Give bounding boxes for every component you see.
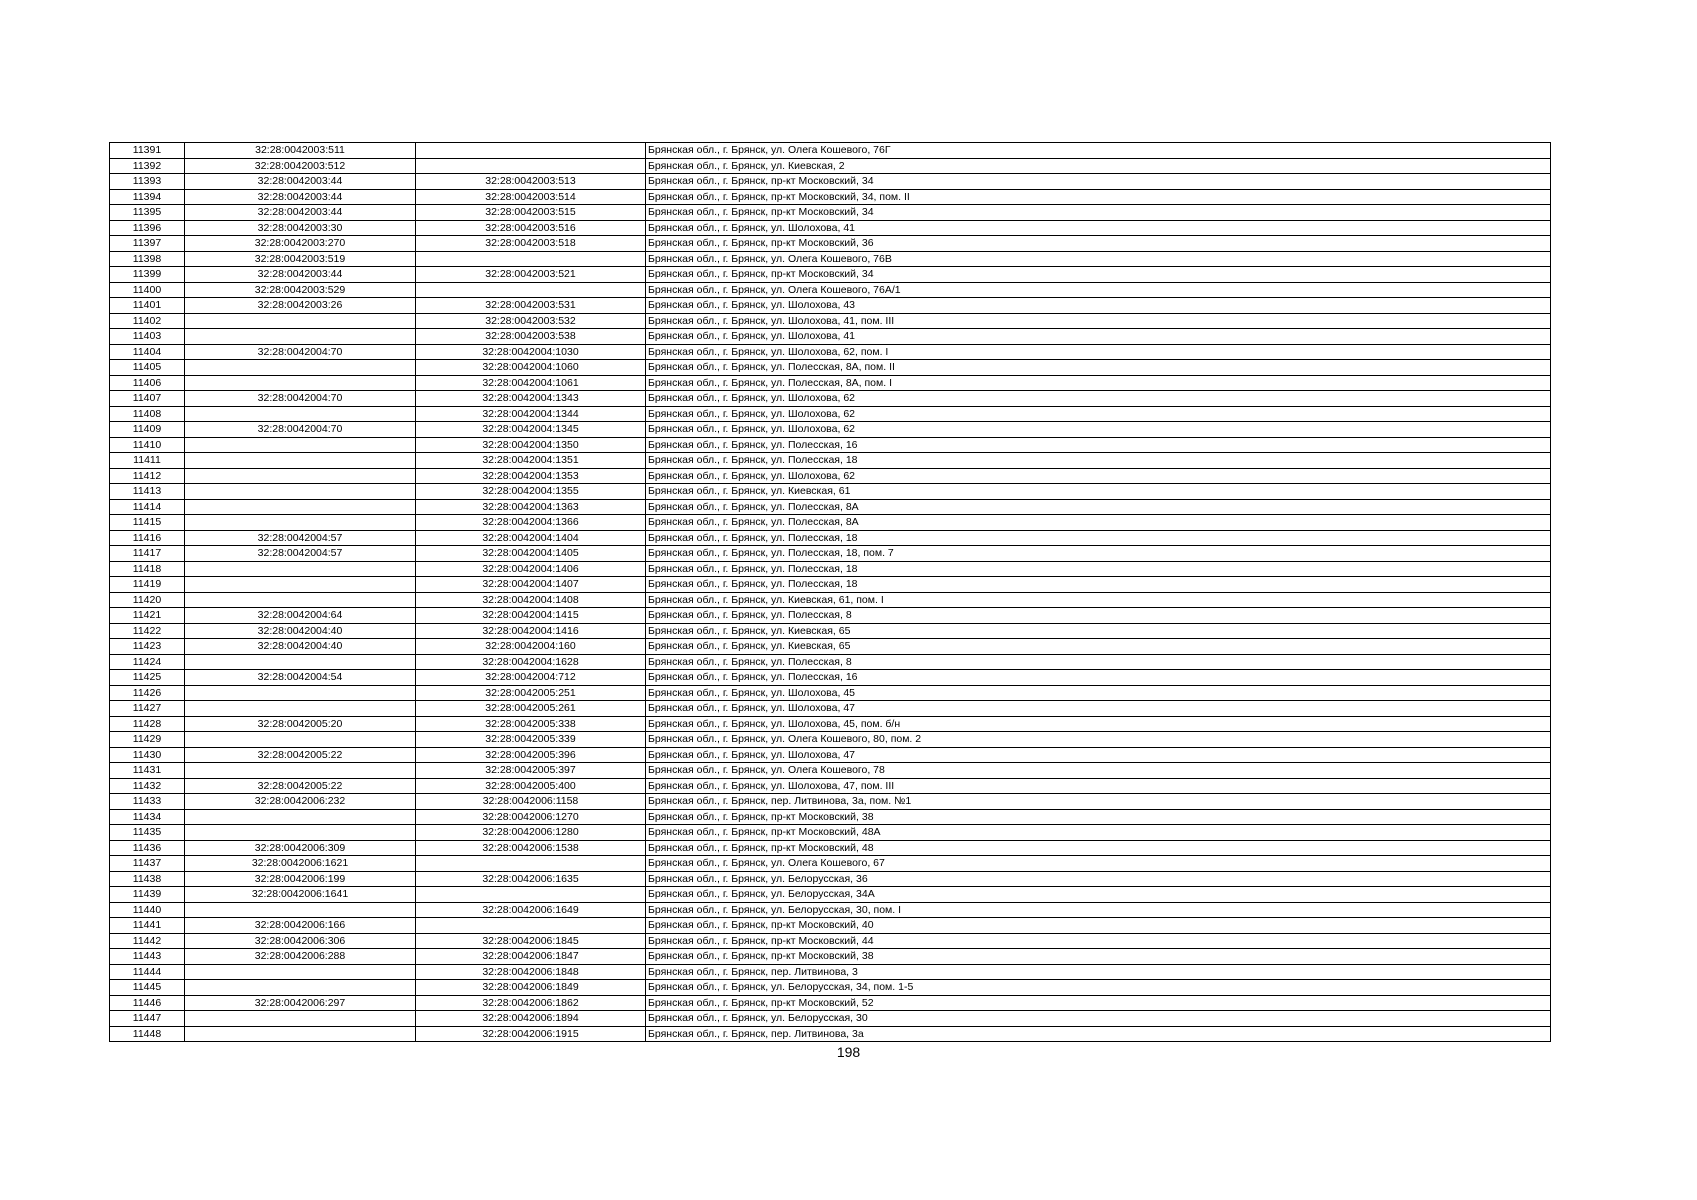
address-cell: Брянская обл., г. Брянск, ул. Шолохова, 62 <box>646 468 1551 484</box>
object-cadastral-number-cell <box>416 158 646 174</box>
land-cadastral-number-cell <box>185 592 416 608</box>
row-number-cell: 11392 <box>110 158 185 174</box>
table-row <box>110 995 1551 1011</box>
row-number-cell: 11420 <box>110 592 185 608</box>
address-cell: Брянская обл., г. Брянск, ул. Полесская, 18 <box>646 453 1551 469</box>
object-cadastral-number-cell <box>416 143 646 159</box>
table-row <box>110 809 1551 825</box>
table-row <box>110 267 1551 283</box>
table-row <box>110 329 1551 345</box>
table-row <box>110 840 1551 856</box>
table-row <box>110 639 1551 655</box>
object-cadastral-number-cell: 32:28:0042003:516 <box>416 220 646 236</box>
row-number-cell: 11399 <box>110 267 185 283</box>
row-number-cell: 11424 <box>110 654 185 670</box>
land-cadastral-number-cell: 32:28:0042004:40 <box>185 623 416 639</box>
address-cell: Брянская обл., г. Брянск, ул. Шолохова, 62 <box>646 391 1551 407</box>
land-cadastral-number-cell: 32:28:0042003:44 <box>185 189 416 205</box>
row-number-cell: 11416 <box>110 530 185 546</box>
table-row <box>110 1026 1551 1042</box>
table-row <box>110 437 1551 453</box>
row-number-cell: 11446 <box>110 995 185 1011</box>
address-cell: Брянская обл., г. Брянск, пр-кт Московский, 34, пом. II <box>646 189 1551 205</box>
object-cadastral-number-cell: 32:28:0042004:1408 <box>416 592 646 608</box>
row-number-cell: 11402 <box>110 313 185 329</box>
table-row <box>110 887 1551 903</box>
object-cadastral-number-cell: 32:28:0042004:1343 <box>416 391 646 407</box>
land-cadastral-number-cell <box>185 484 416 500</box>
object-cadastral-number-cell: 32:28:0042004:1406 <box>416 561 646 577</box>
row-number-cell: 11394 <box>110 189 185 205</box>
object-cadastral-number-cell: 32:28:0042006:1280 <box>416 825 646 841</box>
row-number-cell: 11428 <box>110 716 185 732</box>
table-row <box>110 143 1551 159</box>
object-cadastral-number-cell: 32:28:0042003:538 <box>416 329 646 345</box>
address-cell: Брянская обл., г. Брянск, пр-кт Московский, 40 <box>646 918 1551 934</box>
row-number-cell: 11395 <box>110 205 185 221</box>
row-number-cell: 11421 <box>110 608 185 624</box>
row-number-cell: 11412 <box>110 468 185 484</box>
address-cell: Брянская обл., г. Брянск, ул. Полесская, 16 <box>646 437 1551 453</box>
object-cadastral-number-cell: 32:28:0042004:1061 <box>416 375 646 391</box>
table-row <box>110 732 1551 748</box>
address-cell: Брянская обл., г. Брянск, ул. Белорусская, 36 <box>646 871 1551 887</box>
object-cadastral-number-cell: 32:28:0042004:712 <box>416 670 646 686</box>
table-row <box>110 1011 1551 1027</box>
land-cadastral-number-cell <box>185 375 416 391</box>
row-number-cell: 11391 <box>110 143 185 159</box>
row-number-cell: 11417 <box>110 546 185 562</box>
land-cadastral-number-cell <box>185 701 416 717</box>
row-number-cell: 11425 <box>110 670 185 686</box>
object-cadastral-number-cell: 32:28:0042005:400 <box>416 778 646 794</box>
address-cell: Брянская обл., г. Брянск, ул. Шолохова, 62 <box>646 406 1551 422</box>
land-cadastral-number-cell <box>185 980 416 996</box>
land-cadastral-number-cell: 32:28:0042004:70 <box>185 344 416 360</box>
row-number-cell: 11401 <box>110 298 185 314</box>
row-number-cell: 11444 <box>110 964 185 980</box>
land-cadastral-number-cell: 32:28:0042006:306 <box>185 933 416 949</box>
row-number-cell: 11393 <box>110 174 185 190</box>
table-row <box>110 515 1551 531</box>
land-cadastral-number-cell <box>185 499 416 515</box>
land-cadastral-number-cell: 32:28:0042004:70 <box>185 391 416 407</box>
address-cell: Брянская обл., г. Брянск, пр-кт Московский, 48 <box>646 840 1551 856</box>
address-cell: Брянская обл., г. Брянск, ул. Полесская, 8А, пом. II <box>646 360 1551 376</box>
row-number-cell: 11397 <box>110 236 185 252</box>
object-cadastral-number-cell: 32:28:0042003:514 <box>416 189 646 205</box>
row-number-cell: 11431 <box>110 763 185 779</box>
table-row <box>110 670 1551 686</box>
address-cell: Брянская обл., г. Брянск, ул. Шолохова, 45, пом. б/н <box>646 716 1551 732</box>
address-cell: Брянская обл., г. Брянск, ул. Киевская, 65 <box>646 639 1551 655</box>
row-number-cell: 11406 <box>110 375 185 391</box>
table-row <box>110 716 1551 732</box>
address-cell: Брянская обл., г. Брянск, ул. Олега Кошевого, 67 <box>646 856 1551 872</box>
address-cell: Брянская обл., г. Брянск, ул. Полесская, 8А <box>646 515 1551 531</box>
table-row <box>110 298 1551 314</box>
land-cadastral-number-cell: 32:28:0042003:529 <box>185 282 416 298</box>
land-cadastral-number-cell <box>185 902 416 918</box>
address-cell: Брянская обл., г. Брянск, ул. Шолохова, 41 <box>646 220 1551 236</box>
object-cadastral-number-cell: 32:28:0042004:1416 <box>416 623 646 639</box>
row-number-cell: 11423 <box>110 639 185 655</box>
land-cadastral-number-cell <box>185 329 416 345</box>
address-cell: Брянская обл., г. Брянск, ул. Шолохова, 47, пом. III <box>646 778 1551 794</box>
table-row <box>110 763 1551 779</box>
row-number-cell: 11426 <box>110 685 185 701</box>
row-number-cell: 11405 <box>110 360 185 376</box>
land-cadastral-number-cell: 32:28:0042003:30 <box>185 220 416 236</box>
land-cadastral-number-cell: 32:28:0042006:309 <box>185 840 416 856</box>
row-number-cell: 11436 <box>110 840 185 856</box>
object-cadastral-number-cell: 32:28:0042003:532 <box>416 313 646 329</box>
land-cadastral-number-cell <box>185 360 416 376</box>
address-cell: Брянская обл., г. Брянск, ул. Полесская, 18 <box>646 577 1551 593</box>
table-row <box>110 282 1551 298</box>
land-cadastral-number-cell: 32:28:0042006:232 <box>185 794 416 810</box>
land-cadastral-number-cell: 32:28:0042003:26 <box>185 298 416 314</box>
row-number-cell: 11409 <box>110 422 185 438</box>
row-number-cell: 11404 <box>110 344 185 360</box>
table-row <box>110 360 1551 376</box>
land-cadastral-number-cell: 32:28:0042004:40 <box>185 639 416 655</box>
land-cadastral-number-cell <box>185 313 416 329</box>
row-number-cell: 11441 <box>110 918 185 934</box>
object-cadastral-number-cell: 32:28:0042005:339 <box>416 732 646 748</box>
address-cell: Брянская обл., г. Брянск, ул. Шолохова, 47 <box>646 701 1551 717</box>
object-cadastral-number-cell: 32:28:0042004:1344 <box>416 406 646 422</box>
land-cadastral-number-cell: 32:28:0042004:57 <box>185 546 416 562</box>
address-cell: Брянская обл., г. Брянск, пр-кт Московский, 34 <box>646 267 1551 283</box>
table-row <box>110 701 1551 717</box>
row-number-cell: 11411 <box>110 453 185 469</box>
land-cadastral-number-cell: 32:28:0042003:270 <box>185 236 416 252</box>
object-cadastral-number-cell: 32:28:0042004:1345 <box>416 422 646 438</box>
row-number-cell: 11422 <box>110 623 185 639</box>
object-cadastral-number-cell <box>416 887 646 903</box>
row-number-cell: 11437 <box>110 856 185 872</box>
row-number-cell: 11445 <box>110 980 185 996</box>
land-cadastral-number-cell: 32:28:0042005:22 <box>185 778 416 794</box>
row-number-cell: 11398 <box>110 251 185 267</box>
table-row <box>110 623 1551 639</box>
land-cadastral-number-cell: 32:28:0042006:1621 <box>185 856 416 872</box>
address-cell: Брянская обл., г. Брянск, ул. Полесская, 8 <box>646 608 1551 624</box>
object-cadastral-number-cell: 32:28:0042004:1363 <box>416 499 646 515</box>
row-number-cell: 11415 <box>110 515 185 531</box>
table-row <box>110 825 1551 841</box>
table-row <box>110 949 1551 965</box>
table-row <box>110 778 1551 794</box>
table-row <box>110 685 1551 701</box>
object-cadastral-number-cell: 32:28:0042006:1848 <box>416 964 646 980</box>
row-number-cell: 11435 <box>110 825 185 841</box>
table-row <box>110 236 1551 252</box>
land-cadastral-number-cell <box>185 468 416 484</box>
land-cadastral-number-cell <box>185 825 416 841</box>
object-cadastral-number-cell: 32:28:0042004:1355 <box>416 484 646 500</box>
address-cell: Брянская обл., г. Брянск, пр-кт Московский, 34 <box>646 174 1551 190</box>
table-row <box>110 794 1551 810</box>
object-cadastral-number-cell: 32:28:0042003:513 <box>416 174 646 190</box>
address-cell: Брянская обл., г. Брянск, ул. Белорусская, 30, пом. I <box>646 902 1551 918</box>
table-row <box>110 406 1551 422</box>
land-cadastral-number-cell <box>185 515 416 531</box>
land-cadastral-number-cell: 32:28:0042004:54 <box>185 670 416 686</box>
land-cadastral-number-cell <box>185 763 416 779</box>
row-number-cell: 11443 <box>110 949 185 965</box>
address-cell: Брянская обл., г. Брянск, пр-кт Московский, 34 <box>646 205 1551 221</box>
table-row <box>110 902 1551 918</box>
address-cell: Брянская обл., г. Брянск, ул. Олега Кошевого, 76Г <box>646 143 1551 159</box>
object-cadastral-number-cell: 32:28:0042006:1635 <box>416 871 646 887</box>
land-cadastral-number-cell <box>185 437 416 453</box>
land-cadastral-number-cell <box>185 406 416 422</box>
table-row <box>110 747 1551 763</box>
land-cadastral-number-cell: 32:28:0042003:512 <box>185 158 416 174</box>
address-cell: Брянская обл., г. Брянск, ул. Полесская, 16 <box>646 670 1551 686</box>
object-cadastral-number-cell: 32:28:0042004:1405 <box>416 546 646 562</box>
address-cell: Брянская обл., г. Брянск, пр-кт Московский, 38 <box>646 949 1551 965</box>
row-number-cell: 11433 <box>110 794 185 810</box>
address-cell: Брянская обл., г. Брянск, ул. Полесская, 18 <box>646 530 1551 546</box>
address-cell: Брянская обл., г. Брянск, ул. Шолохова, 43 <box>646 298 1551 314</box>
table-row <box>110 468 1551 484</box>
object-cadastral-number-cell: 32:28:0042005:261 <box>416 701 646 717</box>
land-cadastral-number-cell <box>185 964 416 980</box>
row-number-cell: 11407 <box>110 391 185 407</box>
land-cadastral-number-cell <box>185 561 416 577</box>
land-cadastral-number-cell: 32:28:0042003:511 <box>185 143 416 159</box>
address-cell: Брянская обл., г. Брянск, ул. Киевская, 61, пом. I <box>646 592 1551 608</box>
address-cell: Брянская обл., г. Брянск, ул. Киевская, 61 <box>646 484 1551 500</box>
object-cadastral-number-cell: 32:28:0042004:1351 <box>416 453 646 469</box>
object-cadastral-number-cell: 32:28:0042006:1538 <box>416 840 646 856</box>
address-cell: Брянская обл., г. Брянск, пр-кт Московский, 48А <box>646 825 1551 841</box>
address-cell: Брянская обл., г. Брянск, ул. Шолохова, 62, пом. I <box>646 344 1551 360</box>
address-cell: Брянская обл., г. Брянск, пр-кт Московский, 38 <box>646 809 1551 825</box>
object-cadastral-number-cell: 32:28:0042005:396 <box>416 747 646 763</box>
table-row <box>110 980 1551 996</box>
object-cadastral-number-cell: 32:28:0042003:518 <box>416 236 646 252</box>
table-row <box>110 344 1551 360</box>
object-cadastral-number-cell: 32:28:0042006:1849 <box>416 980 646 996</box>
object-cadastral-number-cell: 32:28:0042004:1060 <box>416 360 646 376</box>
object-cadastral-number-cell: 32:28:0042005:338 <box>416 716 646 732</box>
table-row <box>110 577 1551 593</box>
land-cadastral-number-cell <box>185 453 416 469</box>
land-cadastral-number-cell <box>185 577 416 593</box>
address-cell: Брянская обл., г. Брянск, ул. Киевская, 65 <box>646 623 1551 639</box>
object-cadastral-number-cell: 32:28:0042006:1894 <box>416 1011 646 1027</box>
row-number-cell: 11432 <box>110 778 185 794</box>
row-number-cell: 11448 <box>110 1026 185 1042</box>
address-cell: Брянская обл., г. Брянск, ул. Олега Кошевого, 78 <box>646 763 1551 779</box>
address-cell: Брянская обл., г. Брянск, ул. Полесская, 8 <box>646 654 1551 670</box>
row-number-cell: 11403 <box>110 329 185 345</box>
address-cell: Брянская обл., г. Брянск, ул. Олега Кошевого, 76В <box>646 251 1551 267</box>
land-cadastral-number-cell: 32:28:0042003:44 <box>185 205 416 221</box>
object-cadastral-number-cell: 32:28:0042004:1407 <box>416 577 646 593</box>
address-cell: Брянская обл., г. Брянск, ул. Полесская, 18, пом. 7 <box>646 546 1551 562</box>
land-cadastral-number-cell: 32:28:0042006:288 <box>185 949 416 965</box>
row-number-cell: 11427 <box>110 701 185 717</box>
address-cell: Брянская обл., г. Брянск, ул. Олега Кошевого, 80, пом. 2 <box>646 732 1551 748</box>
row-number-cell: 11418 <box>110 561 185 577</box>
land-cadastral-number-cell <box>185 685 416 701</box>
address-cell: Брянская обл., г. Брянск, ул. Шолохова, 47 <box>646 747 1551 763</box>
address-cell: Брянская обл., г. Брянск, пр-кт Московский, 36 <box>646 236 1551 252</box>
table-row <box>110 453 1551 469</box>
address-cell: Брянская обл., г. Брянск, ул. Полесская, 18 <box>646 561 1551 577</box>
land-cadastral-number-cell: 32:28:0042006:297 <box>185 995 416 1011</box>
address-cell: Брянская обл., г. Брянск, ул. Белорусская, 34, пом. 1-5 <box>646 980 1551 996</box>
table-row <box>110 391 1551 407</box>
address-cell: Брянская обл., г. Брянск, пр-кт Московский, 52 <box>646 995 1551 1011</box>
land-cadastral-number-cell: 32:28:0042006:1641 <box>185 887 416 903</box>
row-number-cell: 11438 <box>110 871 185 887</box>
table-row <box>110 313 1551 329</box>
row-number-cell: 11408 <box>110 406 185 422</box>
table-row <box>110 856 1551 872</box>
land-cadastral-number-cell: 32:28:0042004:64 <box>185 608 416 624</box>
table-row <box>110 546 1551 562</box>
object-cadastral-number-cell: 32:28:0042004:1628 <box>416 654 646 670</box>
address-cell: Брянская обл., г. Брянск, ул. Шолохова, 41, пом. III <box>646 313 1551 329</box>
table-row <box>110 158 1551 174</box>
land-cadastral-number-cell <box>185 654 416 670</box>
row-number-cell: 11439 <box>110 887 185 903</box>
object-cadastral-number-cell: 32:28:0042006:1915 <box>416 1026 646 1042</box>
row-number-cell: 11396 <box>110 220 185 236</box>
object-cadastral-number-cell: 32:28:0042006:1845 <box>416 933 646 949</box>
address-cell: Брянская обл., г. Брянск, ул. Полесская, 8А, пом. I <box>646 375 1551 391</box>
row-number-cell: 11430 <box>110 747 185 763</box>
address-cell: Брянская обл., г. Брянск, пер. Литвинова, 3 <box>646 964 1551 980</box>
object-cadastral-number-cell: 32:28:0042006:1649 <box>416 902 646 918</box>
address-cell: Брянская обл., г. Брянск, ул. Шолохова, 45 <box>646 685 1551 701</box>
table-row <box>110 918 1551 934</box>
page-number: 198 <box>836 1044 861 1060</box>
table-row <box>110 189 1551 205</box>
object-cadastral-number-cell <box>416 918 646 934</box>
object-cadastral-number-cell: 32:28:0042003:515 <box>416 205 646 221</box>
table-row <box>110 933 1551 949</box>
object-cadastral-number-cell: 32:28:0042004:1366 <box>416 515 646 531</box>
row-number-cell: 11442 <box>110 933 185 949</box>
table-row <box>110 205 1551 221</box>
table-row <box>110 608 1551 624</box>
land-cadastral-number-cell <box>185 809 416 825</box>
object-cadastral-number-cell: 32:28:0042004:1415 <box>416 608 646 624</box>
registry-table-body <box>110 143 1551 1042</box>
table-row <box>110 964 1551 980</box>
table-row <box>110 220 1551 236</box>
table-row <box>110 499 1551 515</box>
row-number-cell: 11410 <box>110 437 185 453</box>
row-number-cell: 11447 <box>110 1011 185 1027</box>
object-cadastral-number-cell: 32:28:0042006:1270 <box>416 809 646 825</box>
object-cadastral-number-cell: 32:28:0042004:1350 <box>416 437 646 453</box>
row-number-cell: 11419 <box>110 577 185 593</box>
address-cell: Брянская обл., г. Брянск, ул. Полесская, 8А <box>646 499 1551 515</box>
object-cadastral-number-cell: 32:28:0042003:531 <box>416 298 646 314</box>
land-cadastral-number-cell <box>185 1026 416 1042</box>
registry-table <box>109 142 1551 1042</box>
table-row <box>110 375 1551 391</box>
address-cell: Брянская обл., г. Брянск, ул. Киевская, 2 <box>646 158 1551 174</box>
land-cadastral-number-cell: 32:28:0042004:70 <box>185 422 416 438</box>
object-cadastral-number-cell: 32:28:0042003:521 <box>416 267 646 283</box>
object-cadastral-number-cell: 32:28:0042004:1353 <box>416 468 646 484</box>
land-cadastral-number-cell: 32:28:0042003:519 <box>185 251 416 267</box>
object-cadastral-number-cell: 32:28:0042006:1158 <box>416 794 646 810</box>
table-row <box>110 530 1551 546</box>
table-row <box>110 484 1551 500</box>
address-cell: Брянская обл., г. Брянск, ул. Белорусская, 30 <box>646 1011 1551 1027</box>
table-row <box>110 561 1551 577</box>
address-cell: Брянская обл., г. Брянск, ул. Белорусская, 34А <box>646 887 1551 903</box>
object-cadastral-number-cell <box>416 282 646 298</box>
land-cadastral-number-cell: 32:28:0042006:199 <box>185 871 416 887</box>
row-number-cell: 11400 <box>110 282 185 298</box>
object-cadastral-number-cell: 32:28:0042004:1030 <box>416 344 646 360</box>
land-cadastral-number-cell: 32:28:0042005:22 <box>185 747 416 763</box>
land-cadastral-number-cell: 32:28:0042004:57 <box>185 530 416 546</box>
object-cadastral-number-cell: 32:28:0042004:160 <box>416 639 646 655</box>
land-cadastral-number-cell <box>185 732 416 748</box>
object-cadastral-number-cell <box>416 856 646 872</box>
object-cadastral-number-cell: 32:28:0042005:397 <box>416 763 646 779</box>
row-number-cell: 11440 <box>110 902 185 918</box>
table-row <box>110 422 1551 438</box>
row-number-cell: 11414 <box>110 499 185 515</box>
object-cadastral-number-cell: 32:28:0042006:1847 <box>416 949 646 965</box>
address-cell: Брянская обл., г. Брянск, ул. Шолохова, 62 <box>646 422 1551 438</box>
table-row <box>110 592 1551 608</box>
object-cadastral-number-cell: 32:28:0042005:251 <box>416 685 646 701</box>
object-cadastral-number-cell <box>416 251 646 267</box>
row-number-cell: 11413 <box>110 484 185 500</box>
table-row <box>110 251 1551 267</box>
table-row <box>110 654 1551 670</box>
land-cadastral-number-cell: 32:28:0042003:44 <box>185 267 416 283</box>
address-cell: Брянская обл., г. Брянск, пр-кт Московский, 44 <box>646 933 1551 949</box>
address-cell: Брянская обл., г. Брянск, ул. Олега Кошевого, 76А/1 <box>646 282 1551 298</box>
land-cadastral-number-cell: 32:28:0042003:44 <box>185 174 416 190</box>
table-row <box>110 871 1551 887</box>
land-cadastral-number-cell: 32:28:0042005:20 <box>185 716 416 732</box>
row-number-cell: 11429 <box>110 732 185 748</box>
address-cell: Брянская обл., г. Брянск, ул. Шолохова, 41 <box>646 329 1551 345</box>
address-cell: Брянская обл., г. Брянск, пер. Литвинова, 3а, пом. №1 <box>646 794 1551 810</box>
row-number-cell: 11434 <box>110 809 185 825</box>
table-row <box>110 174 1551 190</box>
object-cadastral-number-cell: 32:28:0042004:1404 <box>416 530 646 546</box>
address-cell: Брянская обл., г. Брянск, пер. Литвинова, 3а <box>646 1026 1551 1042</box>
land-cadastral-number-cell <box>185 1011 416 1027</box>
object-cadastral-number-cell: 32:28:0042006:1862 <box>416 995 646 1011</box>
land-cadastral-number-cell: 32:28:0042006:166 <box>185 918 416 934</box>
